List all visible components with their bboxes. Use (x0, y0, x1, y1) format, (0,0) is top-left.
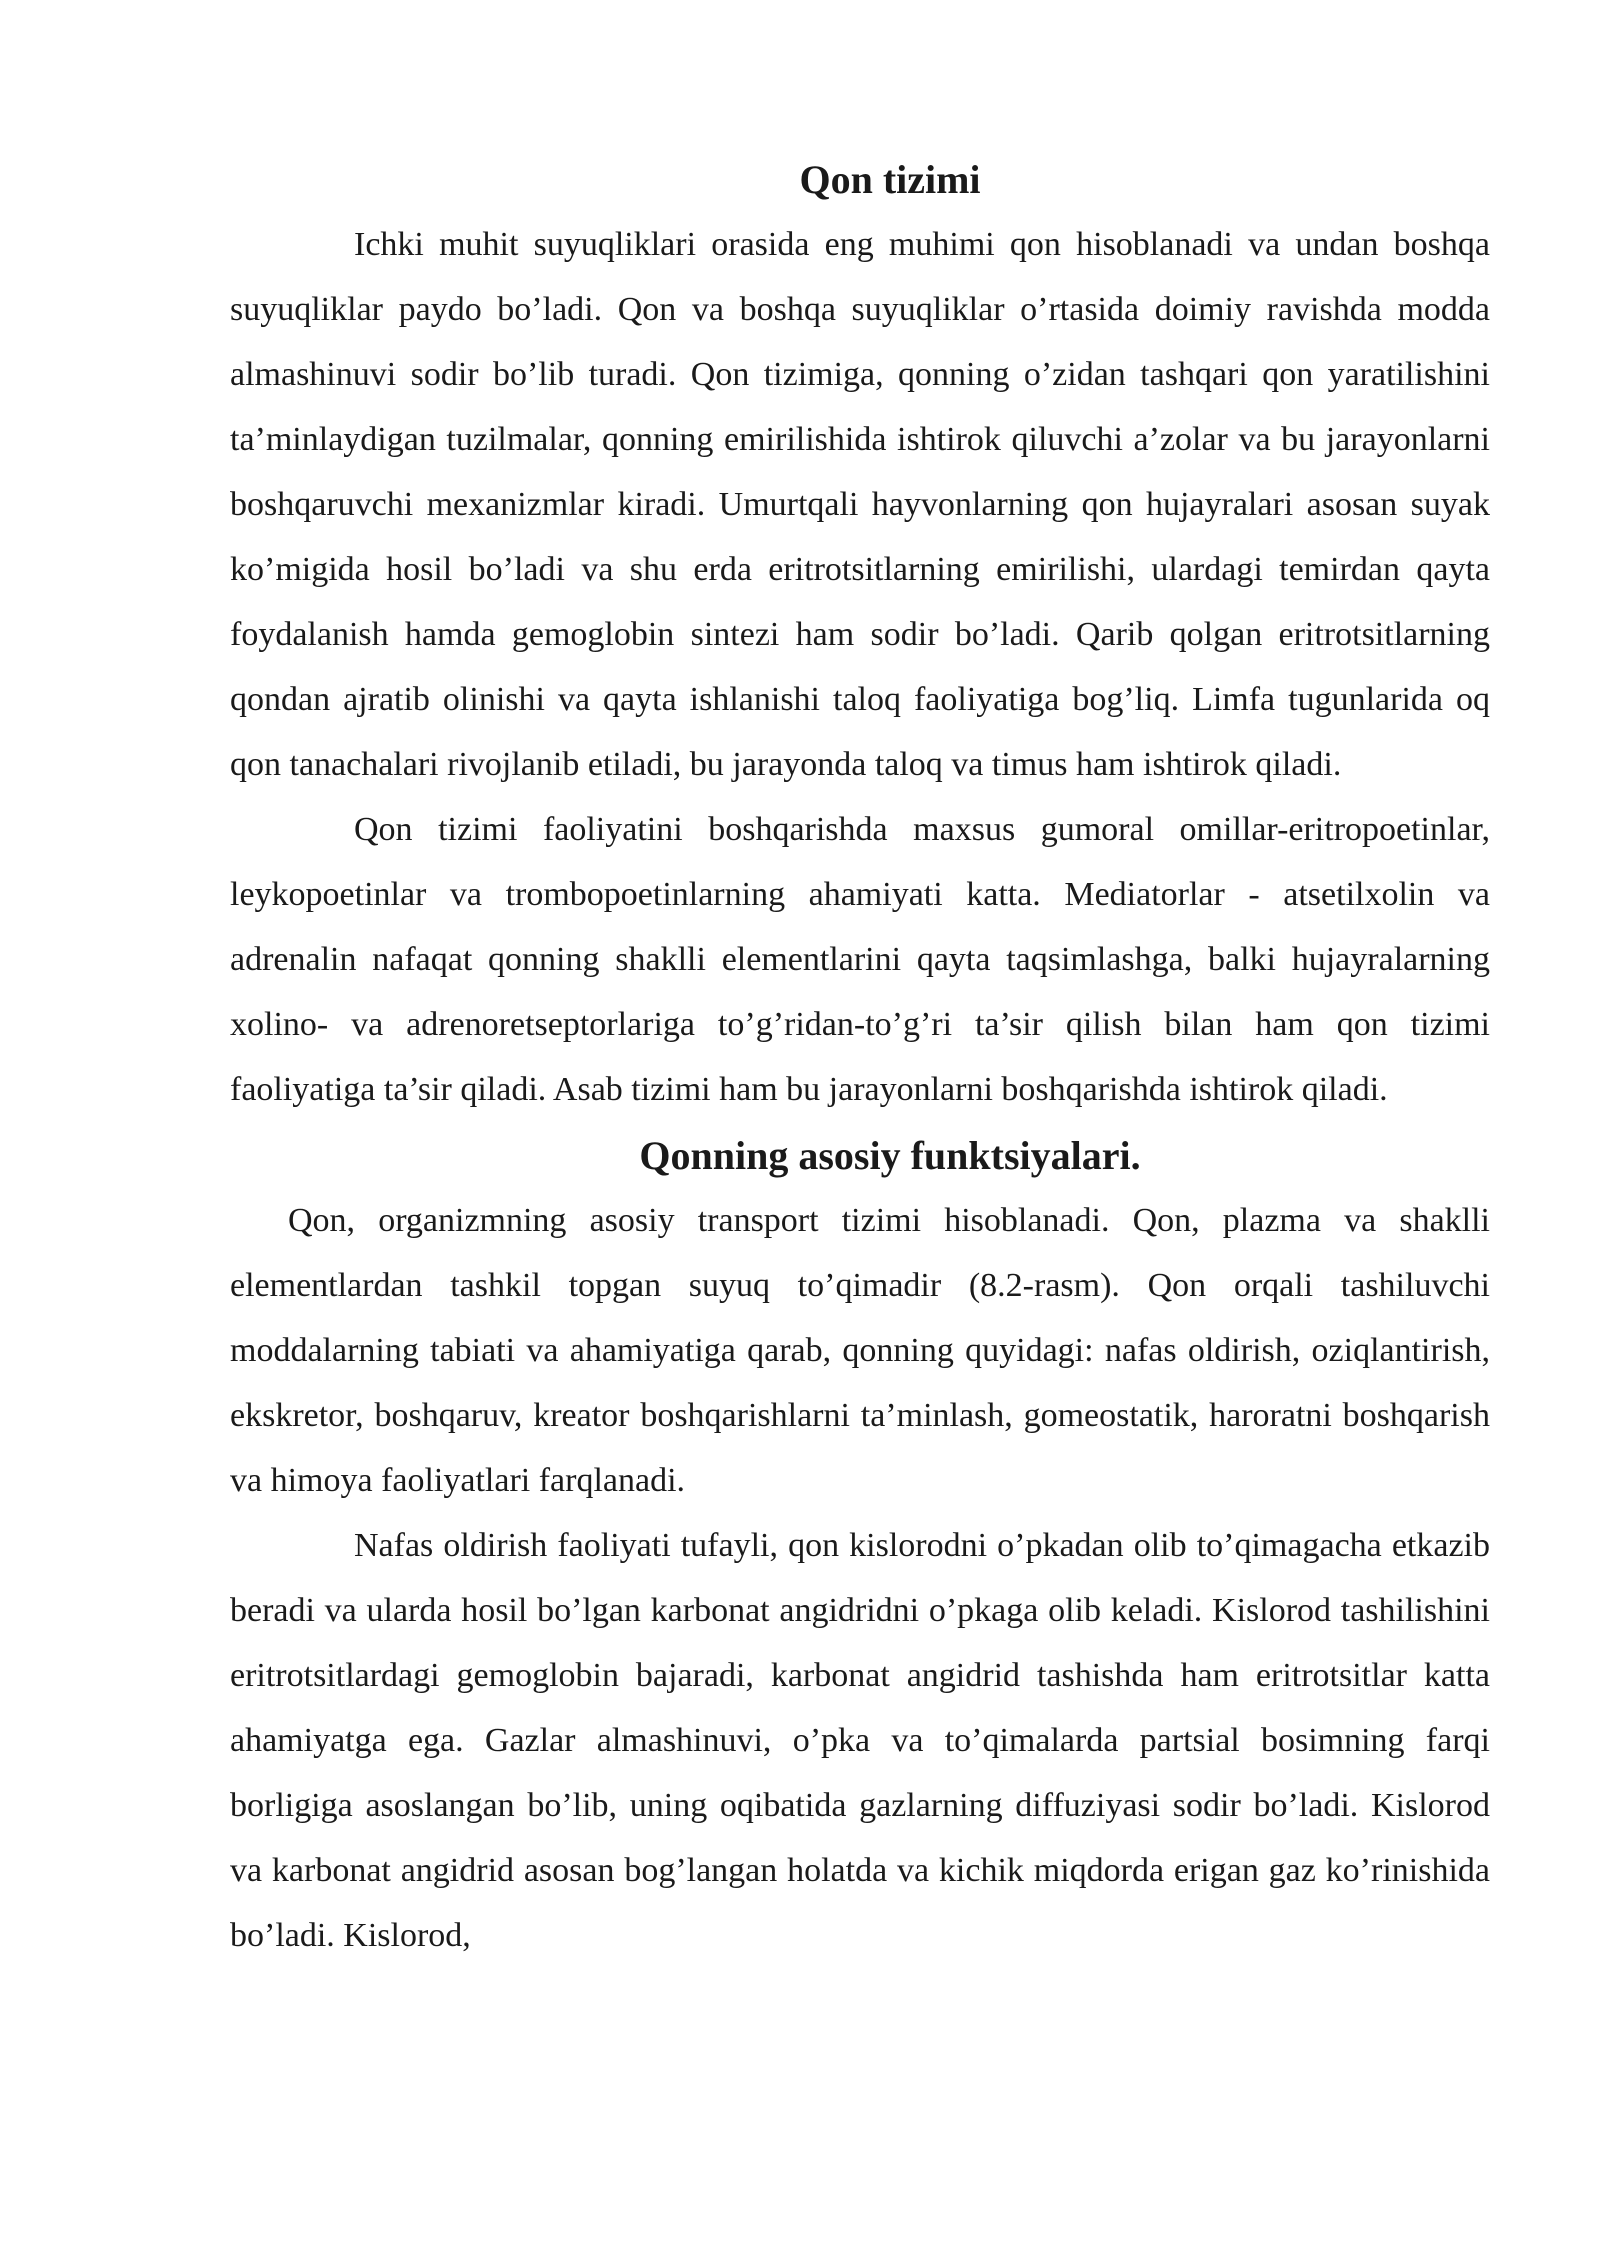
paragraph: Qon tizimi faoliyatini boshqarishda maxsus gumoral omillar-eritropoetinlar, leykopoetinlar va trombopoetinlarning ahamiyati katta. Mediatorlar - atsetilxolin va adrenalin nafaqat qonning shaklli elementlarini qayta taqsimlashga, balki hujayralarning xolino- va adrenoretseptorlariga to’g’ridan-to’g’ri ta’sir qilish bilan ham qon tizimi faoliyatiga ta’sir qiladi. Asab tizimi ham bu jarayonlarni boshqarishda ishtirok qiladi. (230, 811, 1490, 1108)
subsection-title: Qonning asosiy funktsiyalari. (639, 1133, 1141, 1178)
paragraph: Ichki muhit suyuqliklari orasida eng muhimi qon hisoblanadi va undan boshqa suyuqliklar paydo bo’ladi. Qon va boshqa suyuqliklar o’rtasida doimiy ravishda modda almashinuvi sodir bo’lib turadi. Qon tizimiga, qonning o’zidan tashqari qon yaratilishini ta’minlaydigan tuzilmalar, qonning emirilishida ishtirok qiluvchi a’zolar va bu jarayonlarni boshqaruvchi mexanizmlar kiradi. Umurtqali hayvonlarning qon hujayralari asosan suyak ko’migida hosil bo’ladi va shu erda eritrotsitlarning emirilishi, ulardagi temirdan qayta foydalanish hamda gemoglobin sintezi ham sodir bo’ladi. Qarib qolgan eritrotsitlarning qondan ajratib olinishi va qayta ishlanishi taloq faoliyatiga bog’liq. Limfa tugunlarida oq qon tanachalari rivojlanib etiladi, bu jarayonda taloq va timus ham ishtirok qiladi. (230, 226, 1490, 783)
paragraph: Nafas oldirish faoliyati tufayli, qon kislorodni o’pkadan olib to’qimagacha etkazib beradi va ularda hosil bo’lgan karbonat angidridni o’pkaga olib keladi. Kislorod tashilishini eritrotsitlardagi gemoglobin bajaradi, karbonat angidrid tashishda ham eritrotsitlar katta ahamiyatga ega. Gazlar almashinuvi, o’pka va to’qimalarda partsial bosimning farqi borligiga asoslangan bo’lib, uning oqibatida gazlarning diffuziyasi sodir bo’ladi. Kislorod va karbonat angidrid asosan bog’langan holatda va kichik miqdorda erigan gaz ko’rinishida bo’ladi. Kislorod, (230, 1527, 1490, 1954)
section-title: Qon tizimi (799, 157, 981, 202)
paragraph: Qon, organizmning asosiy transport tizimi hisoblanadi. Qon, plazma va shaklli elementlardan tashkil topgan suyuq to’qimadir (8.2-rasm). Qon orqali tashiluvchi moddalarning tabiati va ahamiyatiga qarab, qonning quyidagi: nafas oldirish, oziqlantirish, ekskretor, boshqaruv, kreator boshqarishlarni ta’minlash, gomeostatik, haroratni boshqarish va himoya faoliyatlari farqlanadi. (230, 1202, 1490, 1499)
document-body (230, 148, 1490, 1968)
